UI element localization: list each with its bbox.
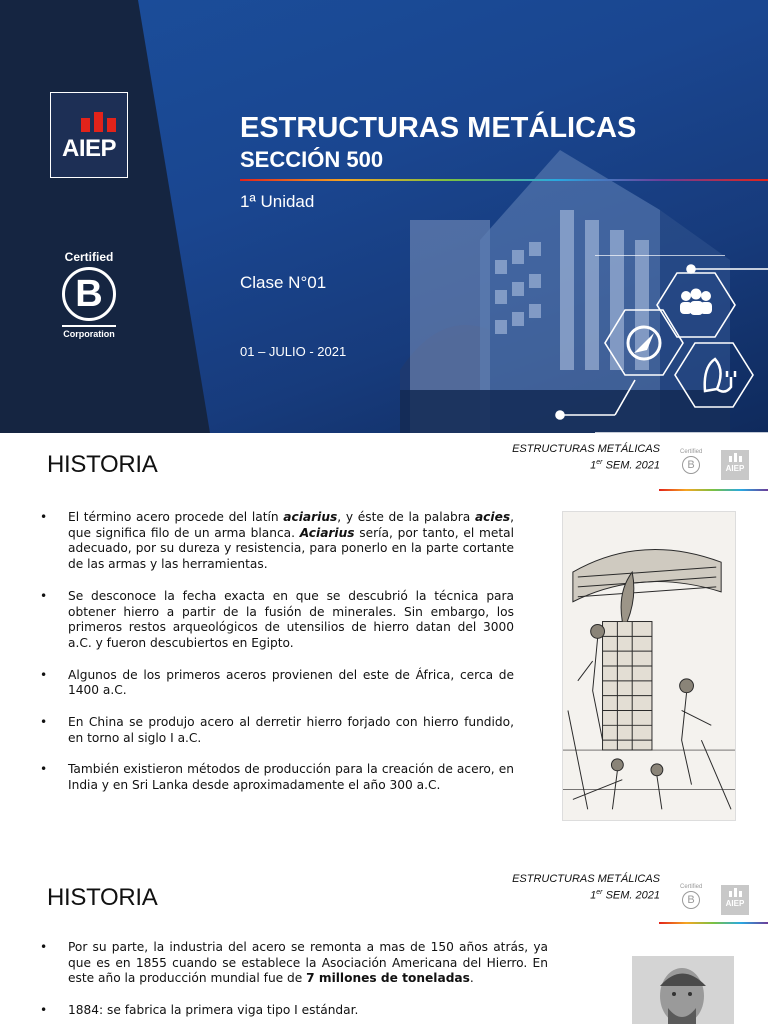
- aiep-logo: [50, 92, 128, 178]
- slide-course-header: [512, 443, 660, 473]
- hexagon-icons-graphic: [555, 255, 768, 433]
- list-item: • Se desconoce la fecha exacta en que se descubrió la técnica para obtener hierro a partir de la fusión de minerales. Sin embargo, los primeros restos arqueológicos de utensilios de hierro datan del 3000 a.C. y fueron descubiertos en Egipto.: [40, 589, 514, 652]
- bcorp-certified-text: Certified: [64, 250, 114, 264]
- list-item: • Algunos de los primeros aceros provienen del este de África, cerca de 1400 a.C.: [40, 668, 514, 699]
- mini-aiep-logo: AIEP: [721, 885, 749, 915]
- bcorp-circle: B: [62, 267, 116, 321]
- header-semester: 1er SEM. 2021: [590, 889, 660, 902]
- bullet-list: [40, 940, 548, 1024]
- aiep-logo-mark: [81, 110, 117, 132]
- bcorp-corporation-text: Corporation: [63, 329, 115, 339]
- rainbow-divider: [240, 179, 768, 181]
- people-icon: [680, 289, 712, 316]
- slide-title: HISTORIA: [47, 451, 158, 478]
- slide-title: HISTORIA: [47, 884, 158, 911]
- bcorp-logo: [58, 250, 120, 339]
- cover-class-number: Clase N°01: [240, 273, 327, 292]
- slide-course-header: [512, 873, 660, 903]
- mini-aiep-logo: AIEP: [721, 450, 749, 480]
- mini-bcorp-logo: Certified B: [680, 449, 702, 474]
- header-course: ESTRUCTURAS METÁLICAS: [512, 873, 660, 885]
- list-item: • Por su parte, la industria del acero se remonta a mas de 150 años atrás, ya que es en 1855 cuando se establece la Asociación Americana del Hierro. En este año la producción mundial fue de 7 millones de toneladas.: [40, 940, 548, 987]
- cover-subtitle: SECCIÓN 500: [240, 147, 384, 172]
- list-item: • También existieron métodos de producción para la creación de acero, en India y en Sri Lanka desde aproximadamente el año 300 a.C.: [40, 762, 514, 793]
- historic-forge-engraving: [562, 511, 736, 821]
- aiep-logo-text: AIEP: [61, 135, 116, 162]
- header-course: ESTRUCTURAS METÁLICAS: [512, 443, 660, 455]
- cover-unit: 1ª Unidad: [240, 192, 315, 211]
- mini-rainbow-divider: [659, 922, 768, 924]
- historic-portrait-photo: [632, 956, 734, 1024]
- list-item: • El término acero procede del latín aciarius, y éste de la palabra acies, que significa filo de un arma blanca. Aciarius sería, por tanto, el metal adecuado, por su dureza y resistencia, para ponerlo en la parte cortante de las armas y las herramientas.: [40, 510, 514, 573]
- cover-side-panel: [0, 0, 210, 433]
- slide-historia-1: [0, 433, 768, 853]
- list-item: • En China se produjo acero al derretir hierro forjado con hierro fundido, en torno al siglo I a.C.: [40, 715, 514, 746]
- cover-slide: [0, 0, 768, 433]
- compass-icon: [628, 327, 660, 359]
- bullet-list: [40, 510, 514, 810]
- list-item: • 1884: se fabrica la primera viga tipo I estándar.: [40, 1003, 548, 1019]
- cover-title: ESTRUCTURAS METÁLICAS: [240, 112, 637, 144]
- cover-date: 01 – JULIO - 2021: [240, 344, 347, 359]
- mini-rainbow-divider: [659, 489, 768, 491]
- energy-leaf-icon: [705, 359, 735, 392]
- mini-bcorp-logo: Certified B: [680, 884, 702, 909]
- slide-historia-2: [0, 853, 768, 1024]
- header-semester: 1er SEM. 2021: [590, 459, 660, 472]
